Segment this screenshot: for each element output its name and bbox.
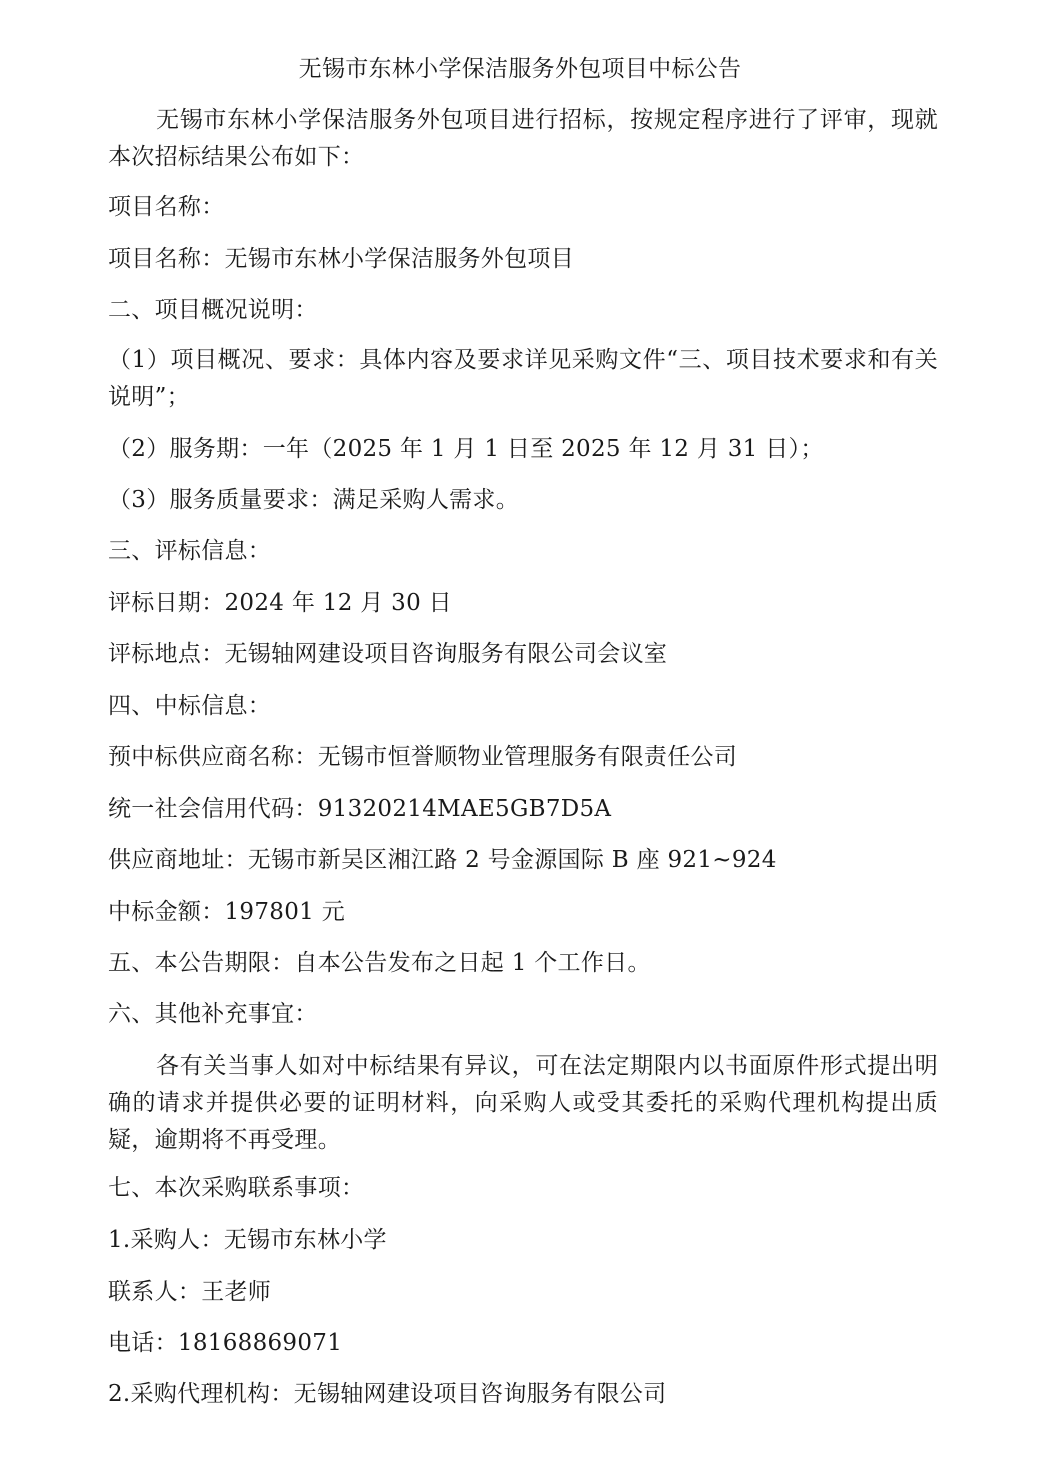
section4-heading: 四、中标信息：	[108, 693, 272, 719]
document-title: 无锡市东林小学保洁服务外包项目中标公告	[298, 56, 742, 82]
project-name: 项目名称：无锡市东林小学保洁服务外包项目	[108, 246, 574, 272]
winning-supplier: 预中标供应商名称：无锡市恒誉顺物业管理服务有限责任公司	[108, 744, 738, 770]
purchaser: 1.采购人：无锡市东林小学	[108, 1227, 387, 1253]
evaluation-date: 评标日期：2024 年 12 月 30 日	[108, 590, 452, 616]
contact-phone: 电话：18168869071	[108, 1330, 343, 1356]
section6-heading: 六、其他补充事宜：	[108, 1001, 318, 1027]
section3-heading: 三、评标信息：	[108, 538, 272, 564]
procurement-agency: 2.采购代理机构：无锡轴网建设项目咨询服务有限公司	[108, 1381, 667, 1407]
contact-person: 联系人：王老师	[108, 1279, 272, 1305]
section5-heading: 五、本公告期限：自本公告发布之日起 1 个工作日。	[108, 950, 651, 976]
credit-code: 统一社会信用代码：91320214MAE5GB7D5A	[108, 796, 612, 822]
overview-item-1: （1）项目概况、要求：具体内容及要求详见采购文件“三、项目技术要求和有关说明”；	[108, 347, 938, 410]
winning-amount: 中标金额：197801 元	[108, 899, 346, 925]
objection-paragraph: 各有关当事人如对中标结果有异议，可在法定期限内以书面原件形式提出明确的请求并提供必要的证明材料，向采购人或受其委托的采购代理机构提出质疑，逾期将不再受理。	[108, 1053, 938, 1153]
supplier-address: 供应商地址：无锡市新吴区湘江路 2 号金源国际 B 座 921~924	[108, 847, 777, 873]
overview-item-2: （2）服务期：一年（2025 年 1 月 1 日至 2025 年 12 月 31 日）；	[108, 436, 824, 462]
section2-heading: 二、项目概况说明：	[108, 297, 318, 323]
intro-paragraph: 无锡市东林小学保洁服务外包项目进行招标，按规定程序进行了评审，现就本次招标结果公布如下：	[108, 107, 938, 170]
overview-item-3: （3）服务质量要求：满足采购人需求。	[108, 487, 520, 513]
section7-heading: 七、本次采购联系事项：	[108, 1175, 365, 1201]
evaluation-location: 评标地点：无锡轴网建设项目咨询服务有限公司会议室	[108, 641, 668, 667]
section1-heading: 项目名称：	[108, 194, 225, 220]
